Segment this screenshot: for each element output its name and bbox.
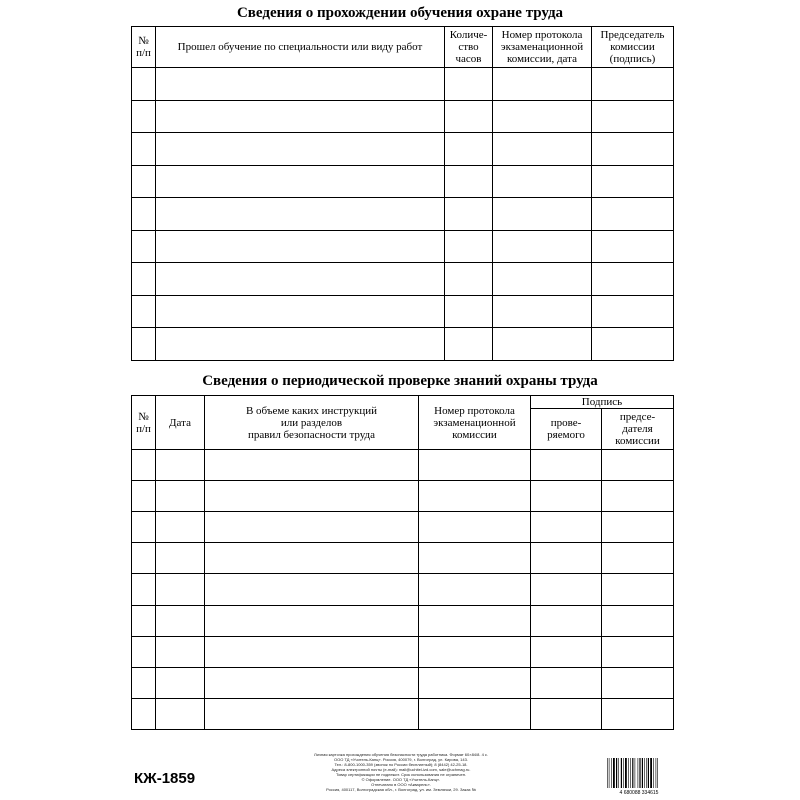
section-title-training: Сведения о прохождении обучения охране труда [236,5,564,21]
header-instructions: В объеме каких инструкций или разделов правил безопасности труда [205,396,419,450]
table-cell[interactable] [419,543,531,574]
barcode-bar [611,758,612,788]
header-chairman: Председатель комиссии (подпись) [592,27,674,68]
imprint-line: Адреса электронной почты (e-mail): mail@uchitel-izd.com, sale@uchmag.ru. [331,767,471,772]
table-cell[interactable] [445,198,493,231]
table-cell[interactable] [205,512,419,543]
header-number: № п/п [132,27,156,68]
table-cell[interactable] [132,605,156,636]
table-row [132,68,674,101]
training-table [131,26,674,361]
knowledge-check-table [131,395,674,730]
header-signature: Подпись [531,396,674,409]
barcode-bar [618,758,619,788]
barcode-bar [632,758,633,788]
table-cell[interactable] [531,605,602,636]
table-cell[interactable] [205,636,419,667]
table-cell[interactable] [132,198,156,231]
table-cell[interactable] [132,133,156,166]
table-cell[interactable] [602,574,674,605]
table-cell[interactable] [602,481,674,512]
table-cell[interactable] [592,230,674,263]
barcode-bar [653,758,654,788]
table-cell[interactable] [493,295,592,328]
table-cell[interactable] [592,263,674,296]
table-row [132,450,674,481]
table-cell[interactable] [592,100,674,133]
header-specialty: Прошел обучение по специальности или виду работ [156,27,445,68]
table-cell[interactable] [132,165,156,198]
table-row [132,605,674,636]
table-row [132,543,674,574]
table-cell[interactable] [156,543,205,574]
table-cell[interactable] [493,230,592,263]
barcode-bar [642,758,643,788]
header-signature-examinee: прове- ряемого [531,409,602,450]
knowledge-check-table-body [132,450,674,730]
table-row [132,574,674,605]
barcode-bar [639,758,640,788]
imprint-line: ООО ТД «Учитель-Канц». Россия, 400079, г. Волгоград, ул. Кирова, 143. [334,757,468,762]
barcode-bar [616,758,617,788]
table-cell[interactable] [445,68,493,101]
table-row [132,263,674,296]
table-row [132,481,674,512]
table-cell[interactable] [445,165,493,198]
table-cell[interactable] [592,68,674,101]
table-cell[interactable] [493,165,592,198]
table-cell[interactable] [132,230,156,263]
table-cell[interactable] [132,263,156,296]
table-cell[interactable] [156,450,205,481]
table-cell[interactable] [156,68,445,101]
table-cell[interactable] [493,133,592,166]
table-cell[interactable] [493,263,592,296]
table-cell[interactable] [156,605,205,636]
table-cell[interactable] [531,667,602,698]
table-cell[interactable] [445,328,493,361]
header-date: Дата [156,396,205,450]
table-row [132,295,674,328]
table-cell[interactable] [205,698,419,729]
barcode-bar [644,758,645,788]
table-cell[interactable] [419,605,531,636]
table-cell[interactable] [602,605,674,636]
table-cell[interactable] [132,450,156,481]
table-header-row [132,27,674,68]
barcode-bar [648,758,649,788]
table-cell[interactable] [419,512,531,543]
table-cell[interactable] [132,100,156,133]
header-hours: Количе- ство часов [445,27,493,68]
form-code: КЖ-1859 [134,770,196,787]
table-row [132,133,674,166]
table-row [132,512,674,543]
barcode-bar [657,758,658,788]
table-row [132,100,674,133]
table-row [132,636,674,667]
table-cell[interactable] [156,481,205,512]
table-cell[interactable] [132,574,156,605]
barcode-bars [607,758,658,788]
table-cell[interactable] [132,68,156,101]
table-cell[interactable] [531,450,602,481]
table-cell[interactable] [419,667,531,698]
table-cell[interactable] [419,481,531,512]
table-cell[interactable] [419,574,531,605]
table-cell[interactable] [205,605,419,636]
table-cell[interactable] [445,263,493,296]
imprint-line: Отпечатано в ООО «Акварель». [371,782,431,787]
barcode-bar [628,758,629,788]
training-table-body [132,68,674,361]
table-cell[interactable] [602,667,674,698]
table-cell[interactable] [602,512,674,543]
table-cell[interactable] [156,230,445,263]
table-row [132,230,674,263]
table-row [132,328,674,361]
barcode [605,756,673,796]
table-cell[interactable] [592,133,674,166]
table-cell[interactable] [156,698,205,729]
barcode-bar [609,758,610,788]
table-cell[interactable] [592,165,674,198]
imprint-line: © Оформление. ООО ТД «Учитель-Канц». [361,777,441,782]
table-cell[interactable] [156,512,205,543]
barcode-number: 4 680088 334615 [619,790,659,796]
table-cell[interactable] [132,636,156,667]
table-cell[interactable] [531,543,602,574]
header-protocol: Номер протокола экзаменационной комиссии [419,396,531,450]
table-cell[interactable] [602,543,674,574]
table-cell[interactable] [445,100,493,133]
table-row [132,698,674,729]
table-cell[interactable] [493,328,592,361]
table-cell[interactable] [156,636,205,667]
table-cell[interactable] [205,574,419,605]
table-row [132,667,674,698]
table-cell[interactable] [205,543,419,574]
barcode-bar [650,758,652,788]
table-cell[interactable] [493,68,592,101]
table-cell[interactable] [602,636,674,667]
header-number: № п/п [132,396,156,450]
barcode-bar [607,758,608,788]
barcode-bar [625,758,627,788]
table-cell[interactable] [493,198,592,231]
header-protocol: Номер протокола экзаменационной комиссии, дата [493,27,592,68]
table-cell[interactable] [156,667,205,698]
table-cell[interactable] [156,100,445,133]
table-cell[interactable] [493,100,592,133]
table-cell[interactable] [531,481,602,512]
barcode-bar [613,758,615,788]
barcode-bar [623,758,624,788]
barcode-bar [630,758,631,788]
table-cell[interactable] [156,295,445,328]
table-cell[interactable] [419,698,531,729]
barcode-bar [646,758,647,788]
publisher-imprint [300,752,502,792]
table-cell[interactable] [156,328,445,361]
table-cell[interactable] [132,543,156,574]
barcode-bar [635,758,636,788]
table-cell[interactable] [205,667,419,698]
table-cell[interactable] [592,198,674,231]
table-row [132,165,674,198]
imprint-line: Личная карточка прохождения обучения безопасности труда работника. Формат 60×84/8. 4 с. [313,752,489,757]
table-cell[interactable] [592,295,674,328]
table-cell[interactable] [602,450,674,481]
table-cell[interactable] [156,574,205,605]
table-cell[interactable] [132,667,156,698]
table-cell[interactable] [132,295,156,328]
header-signature-chairman: предсе- дателя комиссии [602,409,674,450]
table-cell[interactable] [445,295,493,328]
imprint-line: Тел.: 8-800-1000-359 (звонок по России бесплатный); 8 (8442) 42-25-18. [334,762,468,767]
table-cell[interactable] [419,636,531,667]
table-cell[interactable] [156,263,445,296]
barcode-bar [621,758,622,788]
table-cell[interactable] [132,328,156,361]
table-cell[interactable] [602,698,674,729]
table-cell[interactable] [531,574,602,605]
table-cell[interactable] [205,481,419,512]
table-cell[interactable] [445,133,493,166]
table-cell[interactable] [156,133,445,166]
imprint-line: Россия, 400117, Волгоградская обл., г. Волгоград, ул. им. Землячки, 29. Заказ № [326,787,476,792]
section-title-knowledge-check: Сведения о периодической проверке знаний охраны труда [202,373,598,389]
table-cell[interactable] [132,698,156,729]
imprint-line: Товар сертификации не подлежит. Срок использования не ограничен. [335,772,467,777]
table-cell[interactable] [445,230,493,263]
table-cell[interactable] [205,450,419,481]
table-row [132,198,674,231]
table-cell[interactable] [132,481,156,512]
table-cell[interactable] [592,328,674,361]
table-header-row [132,396,674,409]
barcode-bar [656,758,657,788]
table-cell[interactable] [156,165,445,198]
table-cell[interactable] [531,512,602,543]
table-cell[interactable] [132,512,156,543]
table-cell[interactable] [156,198,445,231]
table-cell[interactable] [419,450,531,481]
barcode-bar [638,758,639,788]
table-cell[interactable] [531,636,602,667]
table-cell[interactable] [531,698,602,729]
